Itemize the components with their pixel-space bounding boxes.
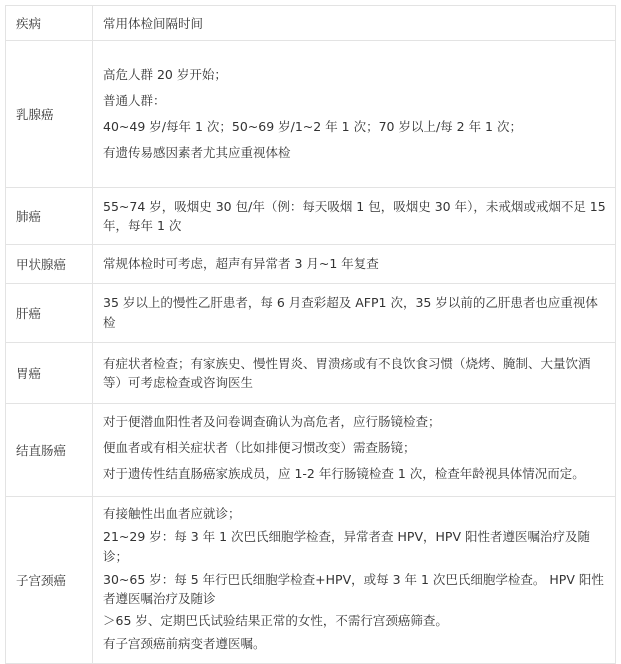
interval-line: 高危人群 20 岁开始； (103, 67, 227, 82)
table-row (6, 497, 616, 664)
disease-name: 乳腺癌 (6, 41, 93, 188)
interval-line: 常规体检时可考虑，超声有异常者 3 月~1 年复查 (103, 256, 379, 271)
disease-name: 肺癌 (6, 188, 93, 245)
table-row (6, 245, 616, 284)
table-header-row (6, 6, 616, 41)
interval-cell (93, 245, 616, 284)
interval-line: 35 岁以上的慢性乙肝患者，每 6 月查彩超及 AFP1 次，35 岁以前的乙肝患者也应重视体检 (103, 295, 598, 330)
table-row (6, 284, 616, 343)
screening-interval-table (5, 5, 616, 664)
interval-line: 对于便潜血阳性者及问卷调查确认为高危者，应行肠镜检查； (103, 414, 441, 429)
interval-line: 30~65 岁：每 5 年行巴氏细胞学检查+HPV，或每 3 年 1 次巴氏细胞学检查。 HPV 阳性者遵医嘱治疗及随诊 (103, 572, 604, 606)
disease-name: 甲状腺癌 (6, 245, 93, 284)
disease-name: 肝癌 (6, 284, 93, 343)
interval-cell (93, 188, 616, 245)
interval-line: 有子宫颈癌前病变者遵医嘱。 (103, 636, 266, 651)
interval-line: 21~29 岁：每 3 年 1 次巴氏细胞学检查，异常者查 HPV，HPV 阳性者遵医嘱治疗及随诊； (103, 529, 590, 564)
table-row (6, 343, 616, 404)
interval-line: 对于遗传性结直肠癌家族成员，应 1-2 年行肠镜检查 1 次，检查年龄视具体情况而定。 (103, 466, 585, 481)
interval-line: 有遗传易感因素者尤其应重视体检 (103, 145, 291, 160)
table-row (6, 41, 616, 188)
interval-cell (93, 284, 616, 343)
table-row (6, 188, 616, 245)
interval-cell (93, 41, 616, 188)
interval-line: 有接触性出血者应就诊； (103, 506, 241, 521)
interval-cell (93, 497, 616, 664)
interval-line: 40~49 岁/每年 1 次；50~69 岁/1~2 年 1 次；70 岁以上/每 2 年 1 次； (103, 119, 522, 134)
interval-line: ＞65 岁、定期巴氏试验结果正常的女性，不需行宫颈癌筛查。 (103, 613, 448, 628)
interval-cell (93, 404, 616, 497)
disease-name: 结直肠癌 (6, 404, 93, 497)
header-interval: 常用体检间隔时间 (93, 6, 616, 41)
interval-line: 有症状者检查；有家族史、慢性胃炎、胃溃疡或有不良饮食习惯（烧烤、腌制、大量饮酒等）可考虑检查或咨询医生 (103, 356, 591, 390)
disease-name: 子宫颈癌 (6, 497, 93, 664)
interval-line: 55~74 岁，吸烟史 30 包/年（例：每天吸烟 1 包，吸烟史 30 年），未戒烟或戒烟不足 15 年，每年 1 次 (103, 199, 606, 233)
interval-cell (93, 343, 616, 404)
table-row (6, 404, 616, 497)
interval-line: 普通人群： (103, 93, 166, 108)
header-disease: 疾病 (6, 6, 93, 41)
interval-line: 便血者或有相关症状者（比如排便习惯改变）需查肠镜； (103, 440, 416, 455)
disease-name: 胃癌 (6, 343, 93, 404)
